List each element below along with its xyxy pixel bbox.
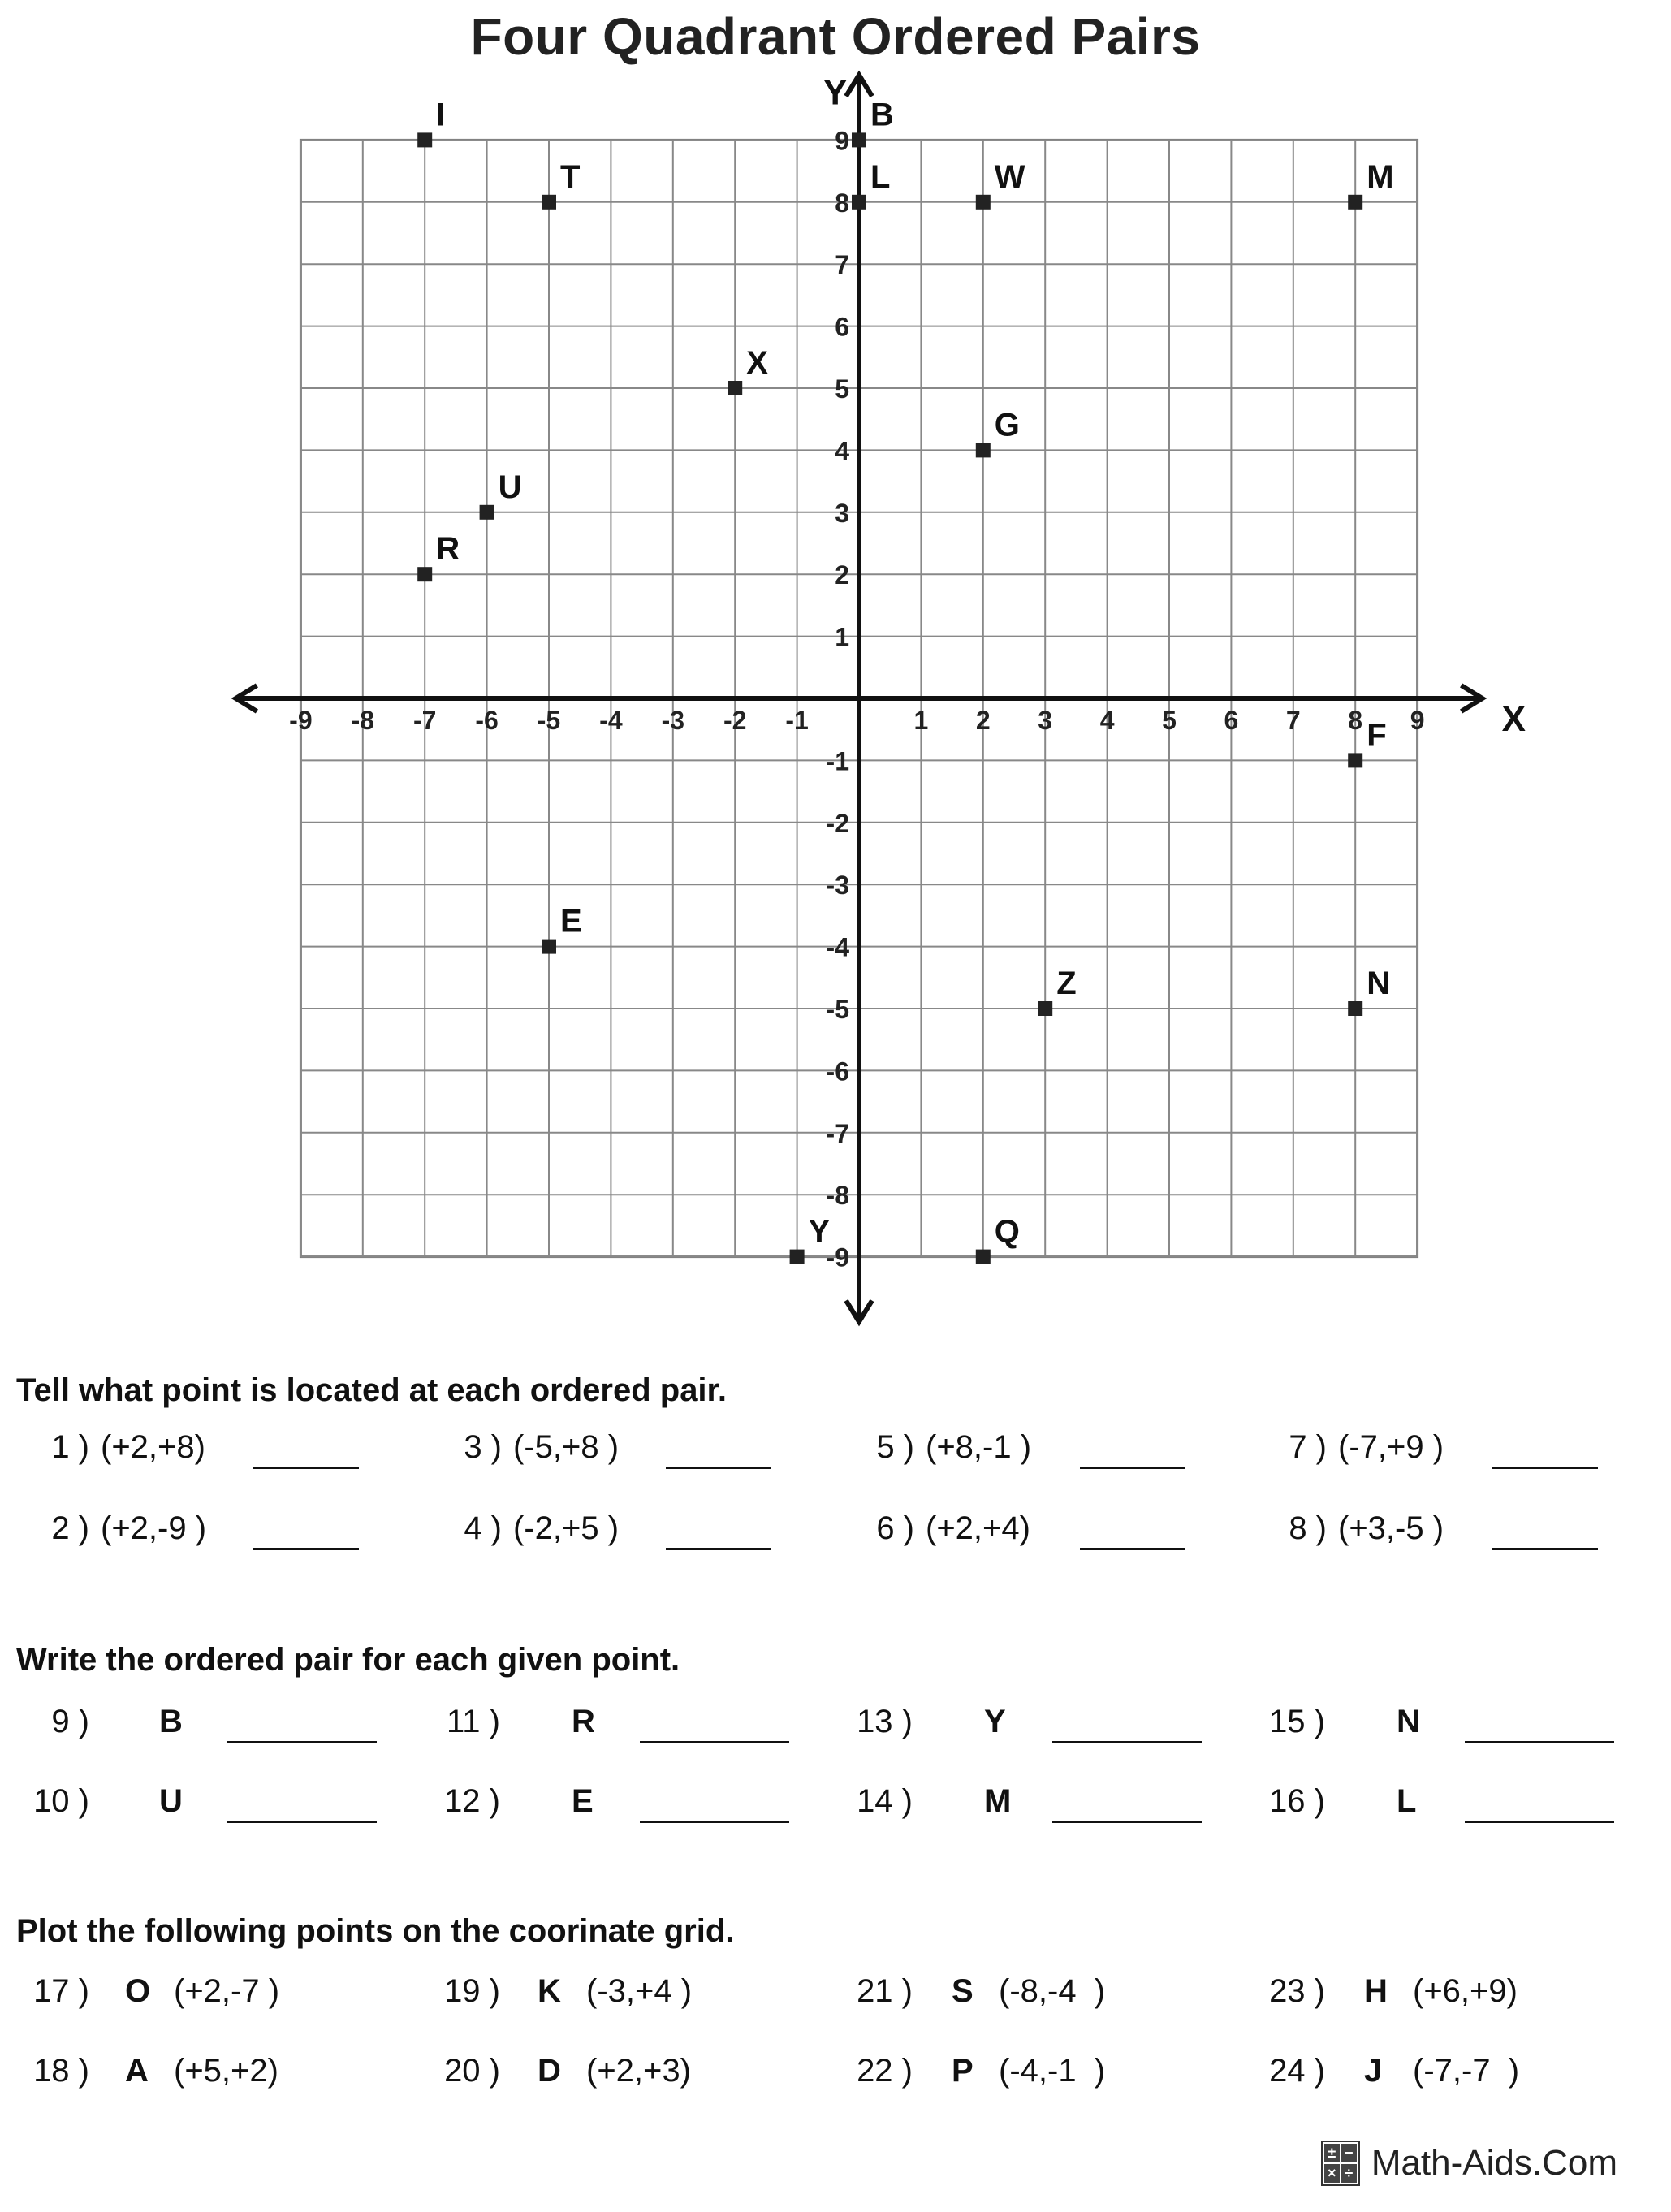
y-tick-label: 5: [835, 374, 849, 404]
section1-row-1: [0, 1429, 1671, 1478]
question-number: 14 ): [857, 1783, 913, 1819]
y-tick-label: -9: [826, 1242, 849, 1272]
x-tick-label: -8: [351, 706, 375, 735]
point-label: B: [870, 97, 894, 133]
point-letter: M: [984, 1783, 1012, 1819]
point-label: N: [1367, 966, 1391, 1001]
point-marker: [1348, 195, 1362, 210]
section2-row-1: [0, 1704, 1671, 1752]
question-number: 24 ): [1269, 2053, 1325, 2089]
footer: [1321, 2139, 1617, 2188]
question-number: 6 ): [876, 1510, 914, 1546]
question-number: 7 ): [1289, 1429, 1327, 1465]
x-tick-label: 7: [1285, 706, 1301, 735]
section1-heading: Tell what point is located at each ordered pair.: [16, 1372, 728, 1408]
point-marker: [417, 132, 432, 147]
point-label: E: [560, 903, 582, 940]
point-letter: U: [159, 1783, 183, 1819]
point-label: R: [436, 531, 460, 568]
ordered-pair: (-8,-4 ): [999, 1973, 1106, 2009]
point-letter: B: [159, 1704, 183, 1739]
section2-heading: Write the ordered pair for each given point.: [16, 1642, 680, 1678]
answer-blank[interactable]: [666, 1467, 771, 1469]
section3-row-2: [0, 2053, 1671, 2102]
ordered-pair: (+2,+4): [926, 1510, 1030, 1546]
question-number: 9 ): [51, 1704, 89, 1739]
question-number: 8 ): [1289, 1510, 1327, 1546]
point-marker: [480, 505, 494, 520]
x-tick-label: -3: [661, 706, 685, 735]
x-tick-label: -9: [289, 706, 313, 735]
question-number: 4 ): [464, 1510, 502, 1546]
x-tick-label: -4: [599, 706, 623, 735]
y-axis-label: Y: [823, 72, 848, 113]
point-label: G: [994, 407, 1020, 443]
ordered-pair: (-2,+5 ): [513, 1510, 620, 1546]
ordered-pair: (+2,+8): [101, 1429, 205, 1465]
answer-blank[interactable]: [1492, 1467, 1598, 1469]
point-label: I: [436, 97, 446, 133]
x-tick-label: 2: [975, 706, 991, 735]
question-number: 17 ): [33, 1973, 89, 2009]
ordered-pair: (+2,-7 ): [174, 1973, 280, 2009]
answer-blank[interactable]: [1492, 1548, 1598, 1550]
y-tick-label: -6: [826, 1056, 849, 1087]
point-marker: [976, 1250, 991, 1264]
x-tick-label: -1: [785, 706, 809, 735]
answer-blank[interactable]: [227, 1821, 377, 1823]
ordered-pair: (-7,+9 ): [1338, 1429, 1444, 1465]
ordered-pair: (+2,-9 ): [101, 1510, 207, 1546]
point-marker: [976, 443, 991, 457]
y-tick-label: -7: [826, 1118, 849, 1148]
x-tick-label: -7: [412, 706, 437, 735]
question-number: 11 ): [447, 1704, 500, 1739]
point-marker: [852, 132, 866, 147]
answer-blank[interactable]: [1465, 1821, 1614, 1823]
question-number: 16 ): [1269, 1783, 1325, 1819]
point-label: T: [560, 158, 581, 195]
point-marker: [542, 940, 556, 954]
point-marker: [976, 195, 991, 210]
point-marker: [417, 567, 432, 581]
point-label: W: [994, 158, 1025, 195]
point-marker: [852, 195, 866, 210]
point-label: X: [746, 345, 768, 381]
answer-blank[interactable]: [1052, 1821, 1202, 1823]
question-number: 3 ): [464, 1429, 502, 1465]
point-letter: O: [125, 1973, 151, 2009]
point-marker: [1348, 753, 1362, 767]
question-number: 15 ): [1269, 1704, 1325, 1739]
answer-blank[interactable]: [1465, 1741, 1614, 1743]
question-number: 12 ): [444, 1783, 500, 1819]
ordered-pair: (+8,-1 ): [926, 1429, 1032, 1465]
question-number: 10 ): [33, 1783, 89, 1819]
y-tick-label: -4: [826, 932, 849, 962]
answer-blank[interactable]: [640, 1741, 789, 1743]
answer-blank[interactable]: [1080, 1548, 1185, 1550]
answer-blank[interactable]: [640, 1821, 789, 1823]
ordered-pair: (-4,-1 ): [999, 2053, 1106, 2089]
answer-blank[interactable]: [253, 1548, 359, 1550]
point-letter: K: [538, 1973, 561, 2009]
y-tick-label: 3: [835, 498, 849, 528]
ordered-pair: (+3,-5 ): [1338, 1510, 1444, 1546]
point-label: L: [870, 158, 891, 195]
y-tick-label: -3: [826, 871, 849, 901]
x-tick-label: 4: [1099, 706, 1115, 735]
site-credit: Math-Aids.Com: [1371, 2143, 1617, 2183]
y-tick-label: -2: [826, 808, 849, 838]
x-tick-label: -2: [723, 706, 747, 735]
ordered-pair: (+2,+3): [586, 2053, 691, 2089]
answer-blank[interactable]: [1080, 1467, 1185, 1469]
x-tick-label: 6: [1224, 706, 1239, 735]
point-label: Z: [1056, 966, 1077, 1001]
point-marker: [728, 381, 742, 395]
point-marker: [1038, 1001, 1052, 1016]
question-number: 18 ): [33, 2053, 89, 2089]
x-axis-label: X: [1501, 699, 1526, 739]
y-tick-label: 8: [835, 188, 849, 218]
y-tick-label: -1: [826, 746, 849, 776]
question-number: 23 ): [1269, 1973, 1325, 2009]
point-label: U: [498, 469, 522, 505]
ordered-pair: (+6,+9): [1413, 1973, 1518, 2009]
question-number: 13 ): [857, 1704, 913, 1739]
point-marker: [542, 195, 556, 210]
y-tick-label: 4: [835, 436, 849, 466]
question-number: 1 ): [51, 1429, 89, 1465]
point-letter: N: [1397, 1704, 1420, 1739]
ordered-pair: (-5,+8 ): [513, 1429, 620, 1465]
x-tick-label: -6: [475, 706, 499, 735]
answer-blank[interactable]: [666, 1548, 771, 1550]
point-label: Q: [994, 1213, 1020, 1250]
point-letter: R: [572, 1704, 595, 1739]
y-tick-label: 7: [835, 250, 849, 280]
point-letter: D: [538, 2053, 561, 2089]
point-label: Y: [808, 1213, 831, 1250]
section3-heading: Plot the following points on the coorinate grid.: [16, 1913, 735, 1949]
y-tick-label: 9: [835, 126, 849, 156]
question-number: 2 ): [51, 1510, 89, 1546]
y-tick-label: -5: [826, 995, 849, 1024]
y-tick-label: 1: [835, 622, 849, 652]
point-marker: [790, 1250, 805, 1264]
x-tick-label: -5: [537, 706, 561, 735]
ordered-pair: (-7,-7 ): [1413, 2053, 1520, 2089]
answer-blank[interactable]: [227, 1741, 377, 1743]
x-tick-label: 1: [913, 706, 929, 735]
point-label: F: [1367, 717, 1387, 754]
section3-row-1: [0, 1973, 1671, 2022]
y-tick-label: 6: [835, 312, 849, 342]
point-letter: J: [1364, 2053, 1383, 2089]
question-number: 19 ): [444, 1973, 500, 2009]
section2-row-2: [0, 1783, 1671, 1832]
ordered-pair: (+5,+2): [174, 2053, 278, 2089]
question-number: 5 ): [876, 1429, 914, 1465]
ordered-pair: (-3,+4 ): [586, 1973, 693, 2009]
calculator-symbols-icon: ± − × ÷: [1321, 2141, 1360, 2186]
point-letter: H: [1364, 1973, 1388, 2009]
question-number: 21 ): [857, 1973, 913, 2009]
point-letter: L: [1397, 1783, 1417, 1819]
y-tick-label: 2: [835, 560, 849, 590]
point-letter: Y: [984, 1704, 1006, 1739]
point-marker: [1348, 1001, 1362, 1016]
answer-blank[interactable]: [253, 1467, 359, 1469]
answer-blank[interactable]: [1052, 1741, 1202, 1743]
y-tick-label: -8: [826, 1181, 849, 1211]
x-tick-label: 5: [1162, 706, 1177, 735]
x-tick-label: 9: [1410, 706, 1425, 735]
page-title: Four Quadrant Ordered Pairs: [470, 7, 1201, 66]
x-tick-label: 3: [1038, 706, 1053, 735]
point-label: M: [1367, 158, 1394, 195]
x-tick-label: 8: [1348, 706, 1363, 735]
point-letter: P: [952, 2053, 974, 2089]
question-number: 20 ): [444, 2053, 500, 2089]
point-letter: S: [952, 1973, 974, 2009]
point-letter: E: [572, 1783, 594, 1819]
section1-row-2: [0, 1510, 1671, 1559]
question-number: 22 ): [857, 2053, 913, 2089]
point-letter: A: [125, 2053, 149, 2089]
